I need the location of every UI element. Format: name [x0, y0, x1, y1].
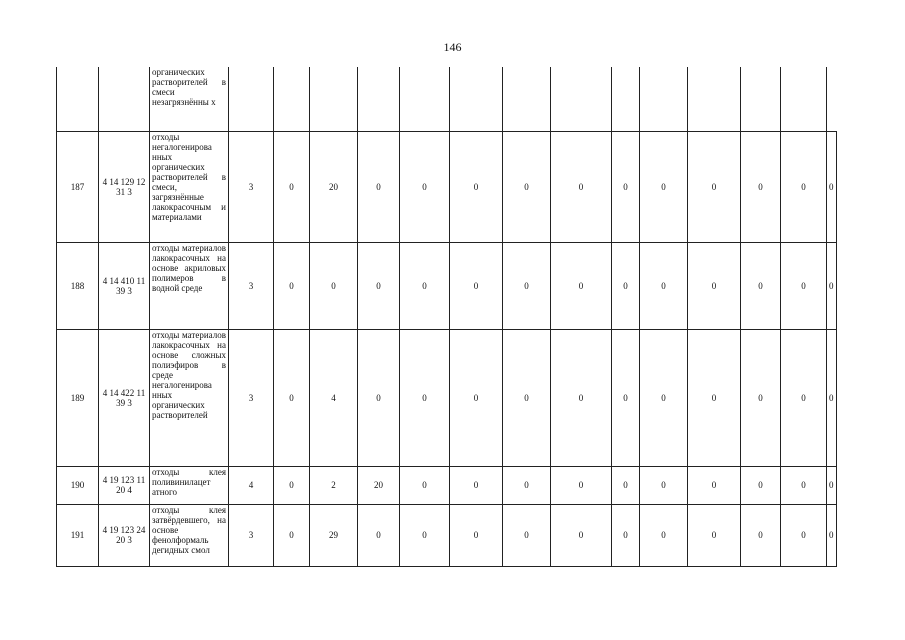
waste-name-cell: отходы клея поливинилацет атного	[150, 466, 229, 504]
value-cell: 0	[640, 242, 688, 329]
value-cell: 0	[358, 504, 400, 566]
value-cell: 0	[503, 504, 551, 566]
value-cell	[400, 67, 450, 131]
value-cell: 0	[612, 131, 640, 242]
value-cell: 0	[503, 242, 551, 329]
value-cell: 3	[229, 504, 274, 566]
value-cell: 0	[688, 131, 741, 242]
value-cell: 3	[229, 131, 274, 242]
value-cell	[274, 67, 310, 131]
table-row-continued	[57, 67, 837, 131]
value-cell: 0	[612, 329, 640, 466]
value-cell: 4	[310, 329, 358, 466]
value-cell	[612, 67, 640, 131]
value-cell: 0	[400, 242, 450, 329]
waste-code-cell: 4 19 123 11 20 4	[99, 466, 150, 504]
value-cell	[229, 67, 274, 131]
value-cell: 0	[450, 131, 503, 242]
value-cell: 0	[450, 504, 503, 566]
value-cell: 0	[741, 131, 781, 242]
page-number: 146	[443, 40, 462, 54]
value-cell: 2	[310, 466, 358, 504]
value-cell: 0	[781, 242, 827, 329]
value-cell: 0	[781, 329, 827, 466]
value-cell: 0	[640, 131, 688, 242]
value-cell: 0	[781, 504, 827, 566]
value-cell	[503, 67, 551, 131]
value-cell: 0	[781, 131, 827, 242]
value-cell: 20	[310, 131, 358, 242]
waste-name-cell: органических растворителей в смеси незагрязнённы х	[150, 67, 229, 131]
value-cell: 3	[229, 242, 274, 329]
waste-code-cell: 4 19 123 24 20 3	[99, 504, 150, 566]
value-cell: 0	[400, 329, 450, 466]
value-cell	[688, 67, 741, 131]
value-cell: 0	[551, 466, 612, 504]
value-cell: 0	[688, 504, 741, 566]
value-cell: 0	[274, 242, 310, 329]
value-cell: 0	[358, 242, 400, 329]
value-cell: 0	[450, 466, 503, 504]
value-cell: 0	[640, 329, 688, 466]
waste-name-cell: отходы клея затвёрдевшего, на основе фенолформаль дегидных смол	[150, 504, 229, 566]
value-cell: 0	[503, 329, 551, 466]
value-cell: 0	[741, 504, 781, 566]
value-cell: 0	[551, 504, 612, 566]
value-cell	[640, 67, 688, 131]
waste-name-cell: отходы материалов лакокрасочных на основе акриловых полимеров в водной среде	[150, 242, 229, 329]
value-cell: 0	[640, 504, 688, 566]
value-cell: 0	[503, 131, 551, 242]
value-cell: 0	[274, 504, 310, 566]
value-cell: 0	[640, 466, 688, 504]
value-cell: 0	[827, 131, 837, 242]
value-cell: 0	[827, 504, 837, 566]
row-number-cell: 191	[57, 504, 99, 566]
value-cell: 0	[612, 504, 640, 566]
value-cell: 0	[688, 466, 741, 504]
value-cell	[741, 67, 781, 131]
waste-code-cell: 4 14 410 11 39 3	[99, 242, 150, 329]
waste-table	[56, 67, 837, 567]
value-cell: 0	[781, 466, 827, 504]
value-cell: 0	[358, 131, 400, 242]
table-row	[57, 504, 837, 566]
value-cell: 0	[274, 131, 310, 242]
value-cell: 0	[827, 242, 837, 329]
value-cell: 0	[612, 466, 640, 504]
value-cell	[358, 67, 400, 131]
value-cell: 0	[274, 466, 310, 504]
table-row	[57, 329, 837, 466]
value-cell	[310, 67, 358, 131]
value-cell: 0	[551, 131, 612, 242]
waste-name-cell: отходы негалогенирова нных органических растворителей в смеси, загрязнённые лакокрасочным и материалами	[150, 131, 229, 242]
value-cell: 0	[612, 242, 640, 329]
value-cell: 0	[827, 466, 837, 504]
waste-code-cell	[99, 67, 150, 131]
table-row	[57, 131, 837, 242]
row-number-cell	[57, 67, 99, 131]
value-cell	[450, 67, 503, 131]
value-cell: 0	[551, 242, 612, 329]
row-number-cell: 187	[57, 131, 99, 242]
waste-code-cell: 4 14 422 11 39 3	[99, 329, 150, 466]
value-cell: 0	[551, 329, 612, 466]
value-cell: 0	[358, 329, 400, 466]
value-cell: 0	[274, 329, 310, 466]
waste-code-cell: 4 14 129 12 31 3	[99, 131, 150, 242]
value-cell: 0	[741, 466, 781, 504]
value-cell: 0	[450, 242, 503, 329]
value-cell: 0	[400, 466, 450, 504]
value-cell	[781, 67, 827, 131]
value-cell: 0	[741, 329, 781, 466]
row-number-cell: 190	[57, 466, 99, 504]
value-cell: 0	[503, 466, 551, 504]
row-number-cell: 189	[57, 329, 99, 466]
value-cell: 0	[310, 242, 358, 329]
table-row	[57, 242, 837, 329]
value-cell: 29	[310, 504, 358, 566]
value-cell: 0	[827, 329, 837, 466]
value-cell: 0	[400, 504, 450, 566]
value-cell: 0	[688, 242, 741, 329]
value-cell	[551, 67, 612, 131]
value-cell: 0	[400, 131, 450, 242]
value-cell: 4	[229, 466, 274, 504]
value-cell: 20	[358, 466, 400, 504]
table-row	[57, 466, 837, 504]
value-cell: 0	[450, 329, 503, 466]
waste-name-cell: отходы материалов лакокрасочных на основе сложных полиэфиров в среде негалогенирова нных органических растворителей	[150, 329, 229, 466]
value-cell: 0	[688, 329, 741, 466]
value-cell: 3	[229, 329, 274, 466]
row-number-cell: 188	[57, 242, 99, 329]
value-cell: 0	[741, 242, 781, 329]
